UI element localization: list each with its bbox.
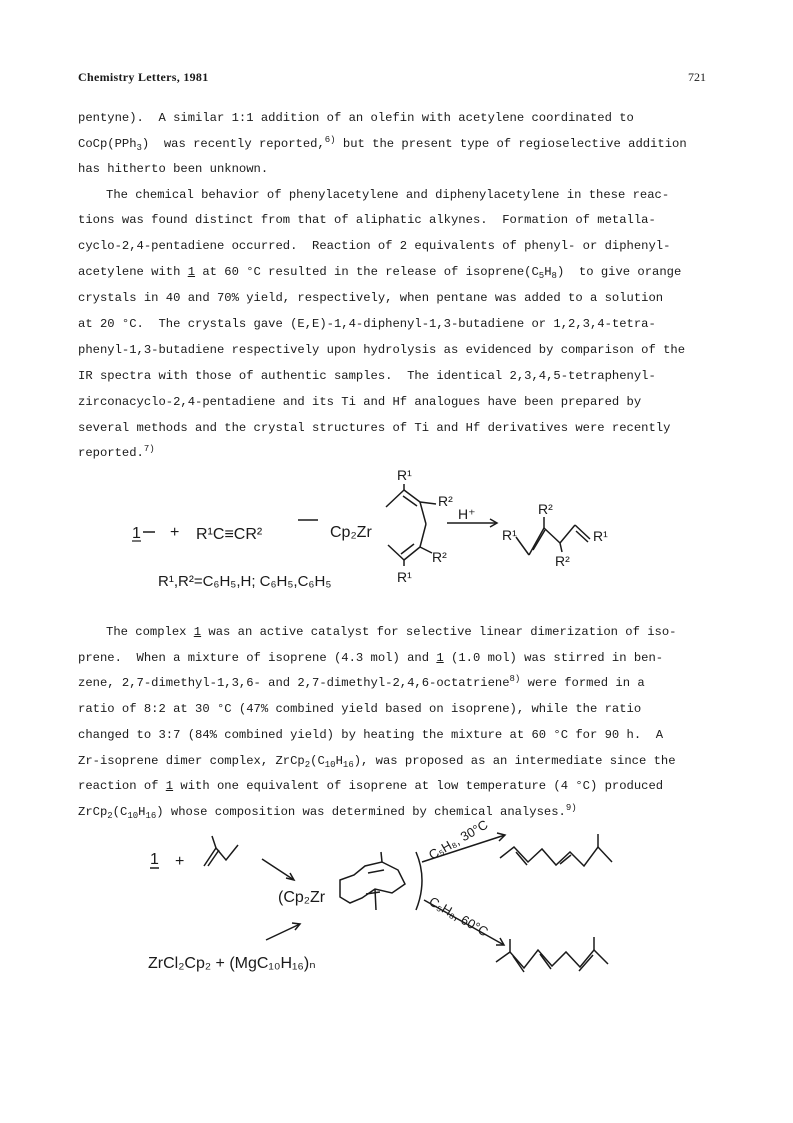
alkyne-reagent: R¹C≡CR²: [196, 526, 263, 543]
substituent-label: R¹: [397, 467, 412, 483]
text-line: CoCp(PPh$_3$) was recently reported,$^{6)}$ but the present type of regioselective addition: [78, 135, 687, 153]
precursor-label: ZrCl₂Cp₂ + (MgC₁₀H₁₆)ₙ: [148, 955, 316, 972]
plus-sign: +: [175, 853, 185, 870]
text-line: zirconacyclo-2,4-pentadiene and its Ti and Hf analogues have been prepared by: [78, 395, 642, 409]
text-line: reported.$^{7)}$: [78, 444, 155, 460]
page-number: 721: [688, 70, 706, 84]
substituent-label: R¹: [397, 569, 412, 585]
zirconacycle-label: Cp₂Zr: [330, 524, 372, 541]
text-line: changed to 3:7 (84% combined yield) by heating the mixture at 60 °C for 90 h. A: [78, 728, 664, 742]
text-line: The complex 1 was an active catalyst for selective linear dimerization of iso-: [106, 625, 677, 639]
text-line: acetylene with 1 at 60 °C resulted in the release of $isoprene(C_5H_8)$ to give orange: [78, 265, 682, 281]
text-line: ratio of 8:2 at 30 °C (47% combined yield based on isoprene), while the ratio: [78, 702, 642, 716]
text-line: $ZrCp_2(C_{10}H_{16})$ whose composition was determined by chemical analyses.$^{9)}$: [78, 803, 577, 821]
text-line: tions was found distinct from that of aliphatic alkynes. Formation of metalla-: [78, 213, 656, 227]
running-header: Chemistry Letters, 1981: [78, 70, 209, 84]
text-line: Zr-isoprene dimer complex, $ZrCp_2(C_{10}H_{16})$, was proposed as an intermediate since the: [78, 754, 676, 770]
text-line: The chemical behavior of phenylacetylene and diphenylacetylene in these reac-: [106, 188, 670, 202]
substituent-definition: R¹,R²=C₆H₅,H; C₆H₅,C₆H₅: [158, 573, 332, 590]
text-line: crystals in 40 and 70% yield, respectively, when pentane was added to a solution: [78, 291, 664, 305]
condition-60c: C₅H₈, 60°C: [426, 893, 491, 940]
substituent-label: R²: [438, 493, 453, 509]
plus-sign: +: [170, 524, 180, 541]
text-line: pentyne). A similar 1:1 addition of an olefin with acetylene coordinated to: [78, 111, 634, 125]
substituent-label: R²: [432, 549, 447, 565]
substituent-label: R¹: [502, 527, 517, 543]
zr-isoprene-complex-label: (Cp₂Zr: [278, 889, 326, 906]
compound-1-label: 1: [150, 851, 159, 868]
condition-30c: C₅H₈, 30°C: [426, 816, 491, 863]
substituent-label: R¹: [593, 528, 608, 544]
text-line: IR spectra with those of authentic samples. The identical 2,3,4,5-tetraphenyl-: [78, 369, 656, 383]
text-line: zene, 2,7-dimethyl-1,3,6- and 2,7-dimethyl-2,4,6-octatriene$^{8)}$ were formed in a: [78, 674, 645, 690]
text-line: several methods and the crystal structures of Ti and Hf derivatives were recently: [78, 421, 671, 435]
text-line: at 20 °C. The crystals gave (E,E)-1,4-diphenyl-1,3-butadiene or 1,2,3,4-tetra-: [78, 317, 656, 331]
substituent-label: R²: [538, 501, 553, 517]
compound-1-label: 1: [132, 525, 141, 542]
text-line: reaction of 1 with one equivalent of isoprene at low temperature (4 °C) produced: [78, 779, 664, 793]
text-line: phenyl-1,3-butadiene respectively upon hydrolysis as evidenced by comparison of the: [78, 343, 686, 357]
substituent-label: R²: [555, 553, 570, 569]
text-line: cyclo-2,4-pentadiene occurred. Reaction of 2 equivalents of phenyl- or diphenyl-: [78, 239, 671, 253]
text-line: has hitherto been unknown.: [78, 162, 269, 176]
acid-reagent: H⁺: [458, 506, 476, 522]
text-line: prene. When a mixture of isoprene (4.3 mol) and 1 (1.0 mol) was stirred in ben-: [78, 651, 664, 665]
